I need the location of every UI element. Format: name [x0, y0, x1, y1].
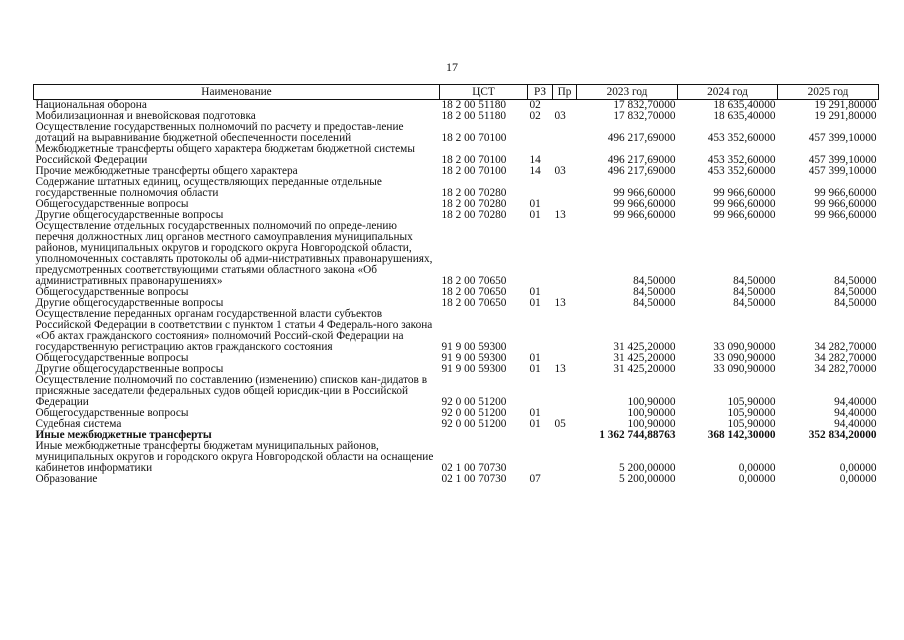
cell-cst: 18 2 00 70280 [441, 198, 507, 210]
cell-cst: 18 2 00 70100 [441, 132, 507, 144]
cell-2025: 34 282,70000 [814, 341, 877, 353]
cell-2023: 84,50000 [633, 286, 676, 298]
cell-cst: 18 2 00 70100 [441, 154, 507, 166]
cell-2024: 0,00000 [738, 462, 776, 474]
cell-rz [528, 221, 553, 287]
cell-2023: 99 966,60000 [613, 198, 676, 210]
cell-2023: 17 832,70000 [613, 99, 676, 111]
table-row [34, 177, 879, 199]
cell-rz [528, 375, 553, 408]
cell-pr: 13 [554, 363, 566, 375]
cell-2023: 99 966,60000 [613, 187, 676, 199]
cell-2023: 31 425,20000 [613, 341, 676, 353]
cell-rz: 01 [529, 418, 541, 430]
cell-cst: 92 0 00 51200 [441, 418, 507, 430]
cell-rz [528, 309, 553, 353]
cell-2025: 84,50000 [834, 297, 877, 309]
cell-cst: 18 2 00 70650 [441, 286, 507, 298]
header-2024: 2024 год [678, 85, 778, 100]
cell-name: Осуществление полномочий по составлению (изменению) списков кан-дидатов в присяжные заседатели федеральных судов общей юрисдик-ции в Российской Федерации [35, 374, 428, 408]
cell-2025: 99 966,60000 [814, 198, 877, 210]
cell-name: Межбюджетные трансферты общего характера бюджетам бюджетной системы Российской Федерации [35, 143, 415, 166]
cell-2023: 496 217,69000 [607, 132, 676, 144]
table-row [34, 221, 879, 287]
cell-2024: 453 352,60000 [707, 165, 776, 177]
cell-pr [553, 177, 577, 199]
cell-name: Иные межбюджетные трансферты [35, 429, 212, 441]
cell-pr: 05 [554, 418, 566, 430]
cell-2024: 18 635,40000 [713, 110, 776, 122]
cell-cst: 18 2 00 70650 [441, 275, 507, 287]
cell-2023: 100,90000 [627, 396, 676, 408]
cell-name: Общегосударственные вопросы [35, 352, 189, 364]
cell-pr [553, 474, 577, 485]
cell-2025: 19 291,80000 [814, 110, 877, 122]
cell-2024: 368 142,30000 [707, 429, 776, 441]
header-rz: РЗ [528, 85, 553, 100]
cell-cst: 91 9 00 59300 [441, 352, 507, 364]
cell-2023: 100,90000 [627, 407, 676, 419]
cell-2024: 84,50000 [733, 286, 776, 298]
budget-table [33, 84, 879, 485]
cell-name: Содержание штатных единиц, осуществляющих переданные отдельные государственные полномочия области [35, 176, 382, 199]
cell-2024: 99 966,60000 [713, 209, 776, 221]
table-row [34, 441, 879, 474]
cell-pr [553, 221, 577, 287]
cell-cst: 18 2 00 51180 [441, 99, 507, 111]
table-header-row [34, 85, 879, 100]
cell-name: Общегосударственные вопросы [35, 286, 189, 298]
cell-rz: 14 [529, 165, 541, 177]
cell-pr: 13 [554, 209, 566, 221]
cell-2024: 18 635,40000 [713, 99, 776, 111]
cell-2025: 94,40000 [834, 407, 877, 419]
cell-2024: 33 090,90000 [713, 363, 776, 375]
cell-2024: 84,50000 [733, 297, 776, 309]
cell-2023: 5 200,00000 [619, 462, 676, 474]
cell-rz [528, 441, 553, 474]
cell-pr [553, 375, 577, 408]
cell-2023: 496 217,69000 [607, 165, 676, 177]
cell-pr [553, 144, 577, 166]
cell-2023: 5 200,00000 [619, 473, 676, 485]
table-row [34, 375, 879, 408]
cell-2024: 0,00000 [738, 473, 776, 485]
cell-rz [528, 122, 553, 144]
cell-name: Общегосударственные вопросы [35, 198, 189, 210]
cell-2023: 84,50000 [633, 275, 676, 287]
cell-2025: 19 291,80000 [814, 99, 877, 111]
cell-2025: 94,40000 [834, 396, 877, 408]
cell-name: Другие общегосударственные вопросы [35, 363, 224, 375]
cell-name: Осуществление переданных органам государственной власти субъектов Российской Федерации в соответствии с пунктом 1 статьи 4 Федераль-ного закона «Об актах гражданского состояния» полномочий Россий-ской Федерации на государственную регистрацию актов гражданского состояния [35, 308, 433, 353]
cell-cst [440, 430, 528, 441]
cell-rz: 02 [529, 99, 541, 111]
header-name: Наименование [34, 85, 440, 100]
cell-2024: 105,90000 [727, 418, 776, 430]
cell-rz: 01 [529, 209, 541, 221]
cell-name: Иные межбюджетные трансферты бюджетам муниципальных районов, муниципальных округов и городского округа Новгородской области на оснащение кабинетов информатики [35, 440, 434, 474]
cell-2024: 105,90000 [727, 407, 776, 419]
cell-2024: 453 352,60000 [707, 154, 776, 166]
cell-pr [553, 122, 577, 144]
cell-name: Мобилизационная и вневойсковая подготовка [35, 110, 256, 122]
cell-cst: 92 0 00 51200 [441, 396, 507, 408]
cell-cst: 18 2 00 70100 [441, 165, 507, 177]
cell-rz [528, 430, 553, 441]
cell-name: Другие общегосударственные вопросы [35, 209, 224, 221]
cell-name: Осуществление государственных полномочий по расчету и предостав-ление дотаций на выравнивание бюджетной обеспеченности поселений [35, 121, 404, 144]
cell-2025: 99 966,60000 [814, 187, 877, 199]
cell-cst: 02 1 00 70730 [441, 473, 507, 485]
cell-rz: 01 [529, 407, 541, 419]
cell-2025: 99 966,60000 [814, 209, 877, 221]
cell-2025: 84,50000 [834, 286, 877, 298]
cell-2025: 34 282,70000 [814, 363, 877, 375]
table-row [34, 474, 879, 485]
cell-name: Прочие межбюджетные трансферты общего характера [35, 165, 298, 177]
cell-name: Образование [35, 473, 98, 485]
cell-cst: 92 0 00 51200 [441, 407, 507, 419]
cell-2025: 457 399,10000 [808, 154, 877, 166]
cell-rz: 01 [529, 363, 541, 375]
cell-2024: 33 090,90000 [713, 352, 776, 364]
cell-pr [553, 430, 577, 441]
cell-2023: 496 217,69000 [607, 154, 676, 166]
cell-cst: 91 9 00 59300 [441, 363, 507, 375]
cell-cst: 18 2 00 51180 [441, 110, 507, 122]
cell-cst: 18 2 00 70280 [441, 209, 507, 221]
cell-2025: 0,00000 [839, 462, 877, 474]
cell-pr: 03 [554, 165, 566, 177]
cell-2024: 33 090,90000 [713, 341, 776, 353]
cell-pr: 13 [554, 297, 566, 309]
cell-2025: 457 399,10000 [808, 132, 877, 144]
header-2025: 2025 год [778, 85, 879, 100]
cell-rz: 07 [529, 473, 541, 485]
cell-2023: 1 362 744,88763 [599, 429, 676, 441]
cell-cst: 18 2 00 70280 [441, 187, 507, 199]
cell-2023: 31 425,20000 [613, 363, 676, 375]
cell-rz: 02 [529, 110, 541, 122]
cell-cst: 18 2 00 70650 [441, 297, 507, 309]
cell-name: Другие общегосударственные вопросы [35, 297, 224, 309]
cell-2025: 94,40000 [834, 418, 877, 430]
table-row [34, 122, 879, 144]
cell-name: Национальная оборона [35, 99, 147, 111]
cell-2025: 84,50000 [834, 275, 877, 287]
cell-2024: 453 352,60000 [707, 132, 776, 144]
cell-pr [553, 309, 577, 353]
cell-rz: 01 [529, 286, 541, 298]
page-number: 17 [446, 60, 458, 74]
cell-2024: 99 966,60000 [713, 198, 776, 210]
cell-rz [528, 177, 553, 199]
cell-rz: 01 [529, 198, 541, 210]
cell-pr [553, 441, 577, 474]
cell-2025: 457 399,10000 [808, 165, 877, 177]
cell-2025: 34 282,70000 [814, 352, 877, 364]
cell-2023: 84,50000 [633, 297, 676, 309]
cell-rz: 01 [529, 352, 541, 364]
cell-2024: 99 966,60000 [713, 187, 776, 199]
cell-pr: 03 [554, 110, 566, 122]
cell-2023: 100,90000 [627, 418, 676, 430]
cell-name: Осуществление отдельных государственных полномочий по опреде-лению перечня должностных лиц органов местного самоуправления муниципальных районов, муниципальных округов и городского округа Новгородской области, уполномоченных составлять протоколы об адми-нистративных правонарушениях, предусмотренных соответствующими статьями областного закона «Об административных правонарушениях» [35, 220, 433, 287]
cell-cst: 91 9 00 59300 [441, 341, 507, 353]
cell-2023: 17 832,70000 [613, 110, 676, 122]
cell-2023: 31 425,20000 [613, 352, 676, 364]
table-row [34, 144, 879, 166]
header-2023: 2023 год [577, 85, 678, 100]
header-pr: Пр [553, 85, 577, 100]
cell-rz: 14 [529, 154, 541, 166]
cell-cst: 02 1 00 70730 [441, 462, 507, 474]
cell-name: Судебная система [35, 418, 122, 430]
cell-2025: 352 834,20000 [808, 429, 877, 441]
cell-name: Общегосударственные вопросы [35, 407, 189, 419]
table-row [34, 309, 879, 353]
cell-2023: 99 966,60000 [613, 209, 676, 221]
header-cst: ЦСТ [440, 85, 528, 100]
cell-2024: 84,50000 [733, 275, 776, 287]
cell-2025: 0,00000 [839, 473, 877, 485]
cell-rz: 01 [529, 297, 541, 309]
cell-2024: 105,90000 [727, 396, 776, 408]
